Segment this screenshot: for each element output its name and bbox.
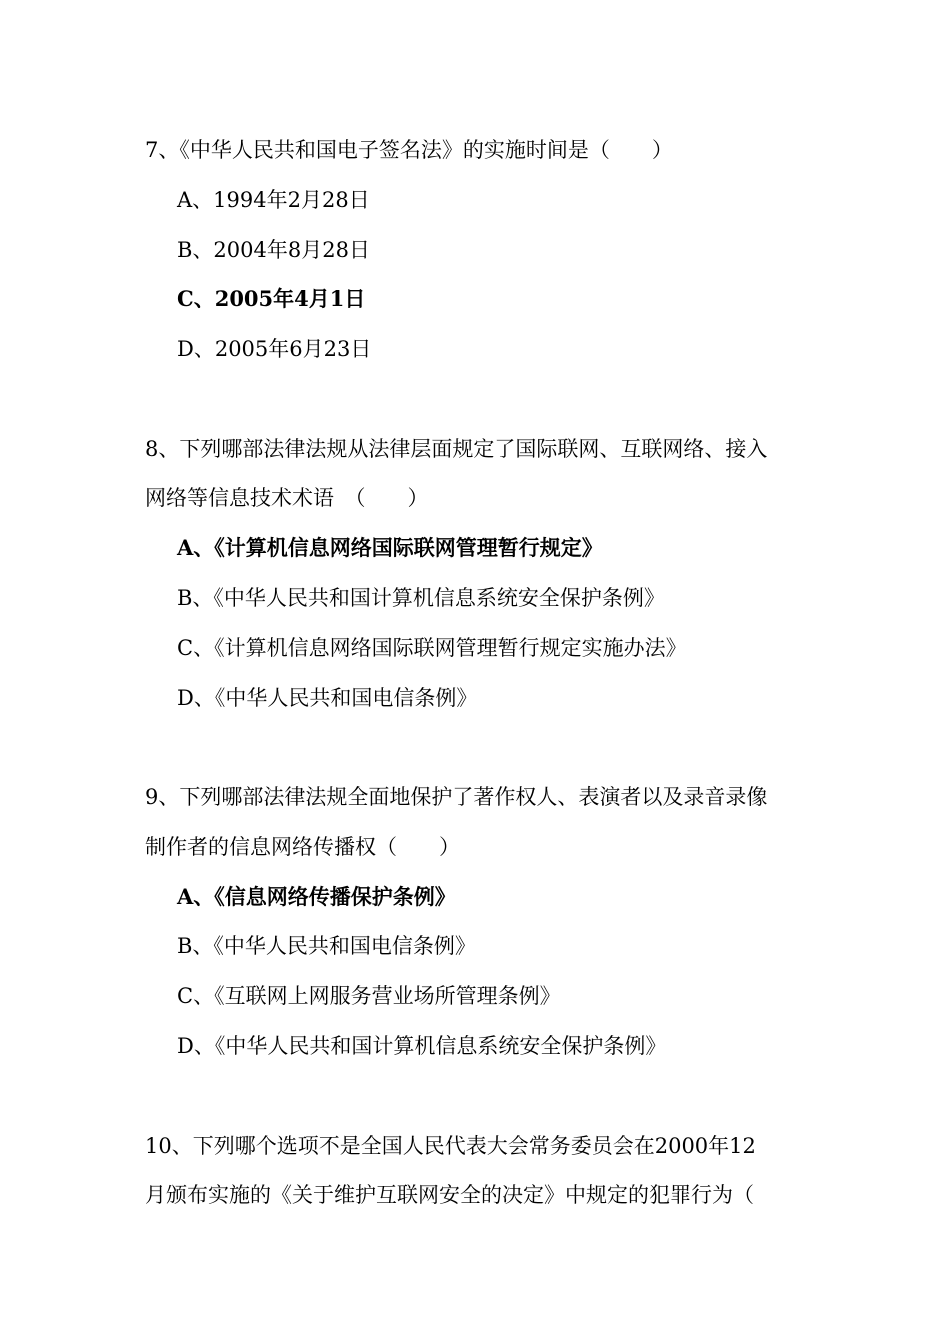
question-7-option-c-answer: C、2005年4月1日 [177,286,366,311]
question-8-option-d: D、《中华人民共和国电信条例》 [177,686,478,710]
question-7-stem: 7、《中华人民共和国电子签名法》的实施时间是（ ） [145,138,673,162]
question-7-option-d: D、2005年6月23日 [177,337,372,361]
question-7-option-a: A、1994年2月28日 [177,188,370,212]
question-8-option-b: B、《中华人民共和国计算机信息系统安全保护条例》 [177,586,665,610]
question-8-stem-line-2: 网络等信息技术术语 （ ） [145,486,429,510]
question-9-option-b: B、《中华人民共和国电信条例》 [177,934,476,958]
question-7-option-b: B、2004年8月28日 [177,238,370,262]
question-8-option-a-answer: A、《计算机信息网络国际联网管理暂行规定》 [177,535,603,560]
question-9-stem-line-1: 9、下列哪部法律法规全面地保护了著作权人、表演者以及录音录像 [145,785,768,809]
question-9-option-c: C、《互联网上网服务营业场所管理条例》 [177,984,561,1008]
question-8-stem-line-1: 8、下列哪部法律法规从法律层面规定了国际联网、互联网络、接入 [145,437,768,461]
question-10-stem-line-1: 10、下列哪个选项不是全国人民代表大会常务委员会在2000年12 [145,1134,756,1158]
question-8-option-c: C、《计算机信息网络国际联网管理暂行规定实施办法》 [177,636,687,660]
question-9-stem-line-2: 制作者的信息网络传播权（ ） [145,835,460,859]
question-9-option-d: D、《中华人民共和国计算机信息系统安全保护条例》 [177,1034,667,1058]
question-10-stem-line-2: 月颁布实施的《关于维护互联网安全的决定》中规定的犯罪行为（ [145,1183,754,1207]
question-9-option-a-answer: A、《信息网络传播保护条例》 [177,884,456,909]
